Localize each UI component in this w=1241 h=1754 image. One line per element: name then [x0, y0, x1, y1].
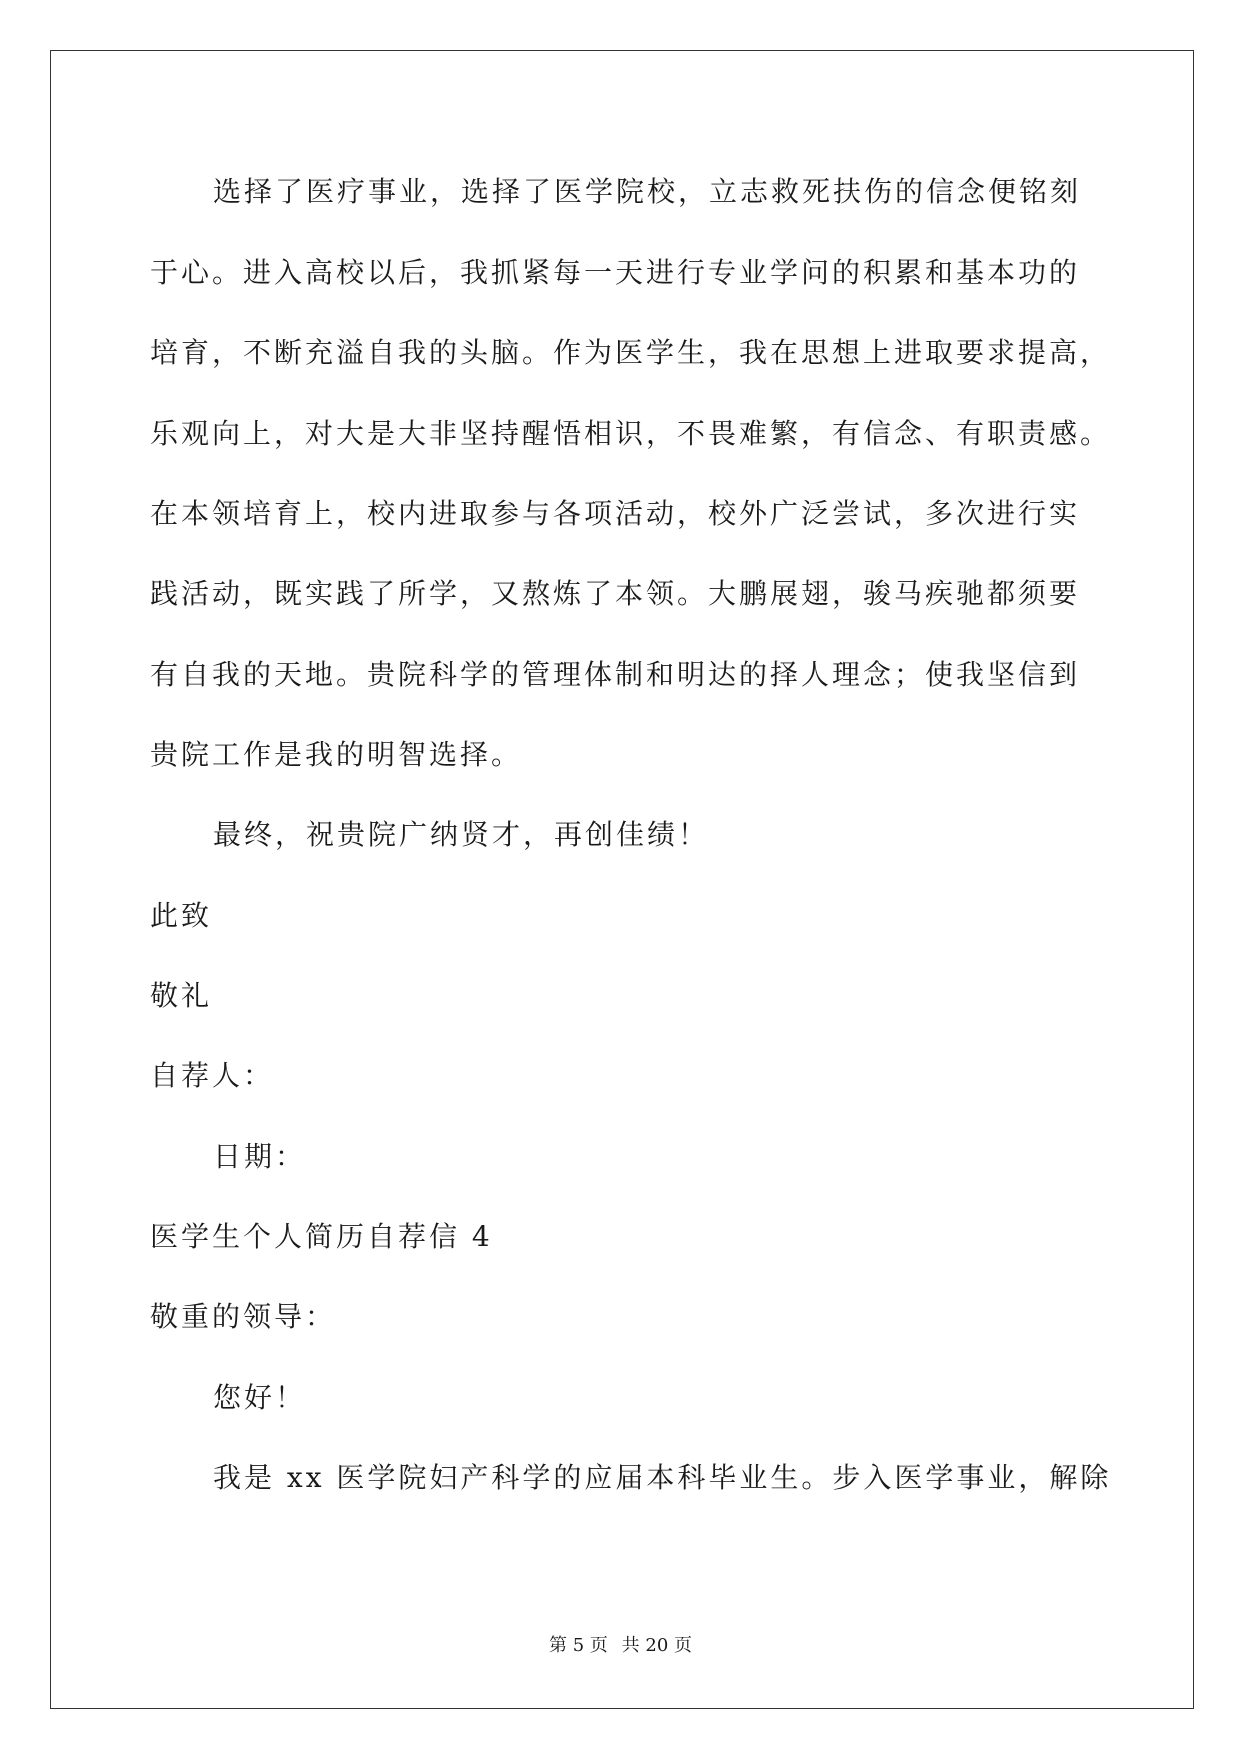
paragraph-line: 践活动，既实践了所学，又熬炼了本领。大鹏展翅，骏马疾驰都须要 [150, 577, 1081, 610]
page-total: 共 20 页 [621, 1635, 692, 1656]
salutation-closing: 此致 [150, 899, 213, 932]
date-label: 日期： [213, 1140, 307, 1173]
paragraph-line: 在本领培育上，校内进取参与各项活动，校外广泛尝试，多次进行实 [150, 497, 1081, 530]
page-number: 第 5 页 [549, 1635, 608, 1656]
paragraph-line: 于心。进入高校以后，我抓紧每一天进行专业学问的积累和基本功的 [150, 256, 1081, 289]
greeting-hello: 您好！ [213, 1381, 307, 1414]
page-footer [0, 1634, 1241, 1658]
paragraph-line: 有自我的天地。贵院科学的管理体制和明达的择人理念；使我坚信到 [150, 658, 1081, 691]
paragraph-line: 乐观向上，对大是大非坚持醒悟相识，不畏难繁，有信念、有职责感。 [150, 417, 1112, 450]
salutation-regards: 敬礼 [150, 979, 213, 1012]
signature-label: 自荐人： [150, 1059, 275, 1092]
greeting-recipient: 敬重的领导： [150, 1300, 337, 1333]
closing-wish: 最终，祝贵院广纳贤才，再创佳绩！ [213, 818, 710, 851]
paragraph-line: 贵院工作是我的明智选择。 [150, 738, 523, 771]
paragraph-line: 我是 xx 医学院妇产科学的应届本科毕业生。步入医学事业，解除 [213, 1461, 1112, 1494]
section-title: 医学生个人简历自荐信 4 [150, 1220, 493, 1253]
paragraph-line: 培育，不断充溢自我的头脑。作为医学生，我在思想上进取要求提高， [150, 336, 1112, 369]
paragraph-line: 选择了医疗事业，选择了医学院校，立志救死扶伤的信念便铭刻 [213, 175, 1082, 208]
